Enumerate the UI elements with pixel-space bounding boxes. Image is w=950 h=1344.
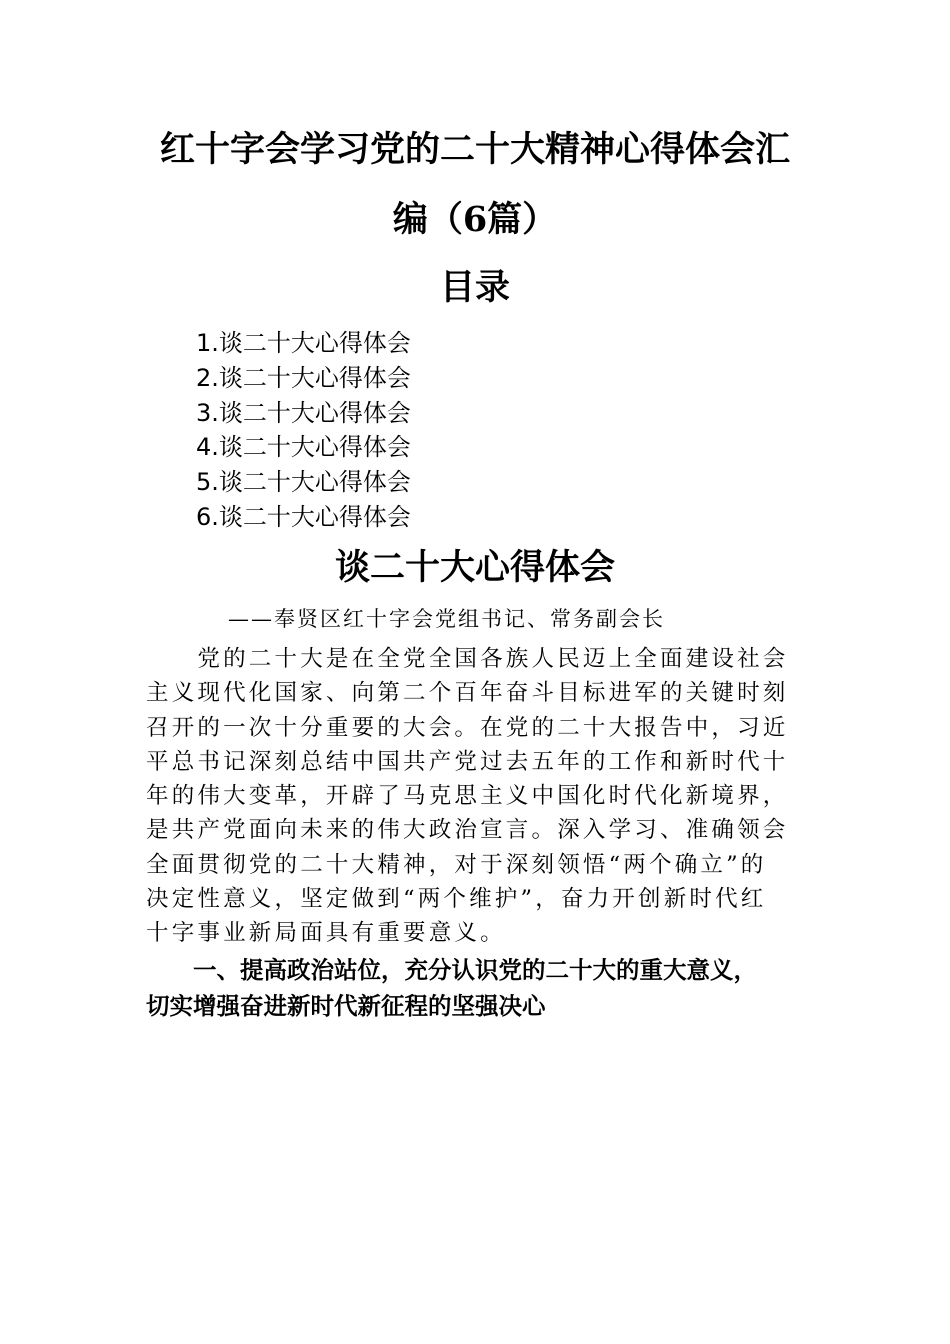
section-heading-line: 一、提高政治站位，充分认识党的二十大的重大意义， [146,956,757,984]
paragraph-line: 十字事业新局面具有重要意义。 [146,920,506,947]
paragraph-line: 决定性意义，坚定做到“两个维护”，奋力开创新时代红 [146,886,767,913]
article-title: 谈二十大心得体会 [334,547,615,588]
toc-item: 2.谈二十大心得体会 [196,363,411,392]
paragraph-line: 主义现代化国家、向第二个百年奋斗目标进军的关键时刻 [146,680,789,707]
paragraph-line: 年的伟大变革，开辟了马克思主义中国化时代化新境界， [146,783,789,810]
paragraph-line: 党的二十大是在全党全国各族人民迈上全面建设社会 [146,646,789,672]
toc-item: 4.谈二十大心得体会 [196,433,411,462]
table-of-contents [196,326,411,535]
paragraph-line: 平总书记深刻总结中国共产党过去五年的工作和新时代十 [146,748,789,775]
toc-item: 1.谈二十大心得体会 [196,329,411,357]
author-byline: ——奉贤区红十字会党组书记、常务副会长 [228,607,665,631]
body-paragraph [146,642,806,951]
section-heading-line: 切实增强奋进新时代新征程的坚强决心 [146,992,546,1020]
toc-item: 6.谈二十大心得体会 [196,502,411,531]
paragraph-line: 全面贯彻党的二十大精神，对于深刻领悟“两个确立”的 [146,851,767,878]
document-title-line-2: 编（6篇） [392,199,558,240]
document-title-line-1: 红十字会学习党的二十大精神心得体会汇 [159,129,790,170]
section-heading [146,952,836,1024]
paragraph-line: 是共产党面向未来的伟大政治宣言。深入学习、准确领会 [146,817,789,844]
toc-item: 3.谈二十大心得体会 [196,398,411,427]
toc-heading: 目录 [439,267,510,308]
paragraph-line: 召开的一次十分重要的大会。在党的二十大报告中，习近 [146,714,789,741]
toc-item: 5.谈二十大心得体会 [196,468,411,497]
